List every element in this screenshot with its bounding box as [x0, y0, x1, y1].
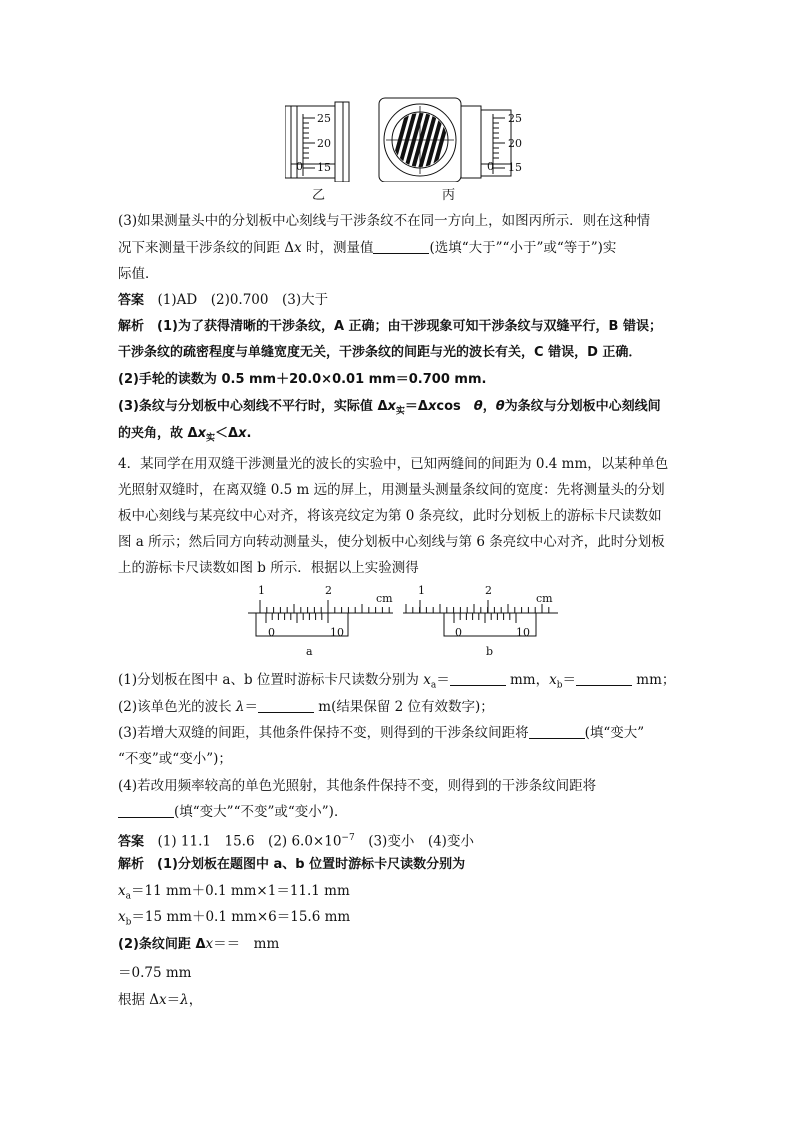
scale-left-25: 25 [317, 112, 331, 125]
analysis2-line2: $x_a=11$ mm＋0.1 mm×1＝11.1 mm [118, 883, 350, 902]
answer-blank [529, 724, 585, 739]
analysis1-line1: 解析 (1)为了获得清晰的干涉条纹，A 正确；由干涉现象可知干涉条纹与双缝平行，B 错误； [118, 319, 662, 334]
analysis2-line5: ＝0.75 mm [118, 965, 192, 981]
caliper-b-main-1: 1 [418, 584, 425, 597]
micrometer-right [461, 106, 511, 178]
analysis1-line2: 干涉条纹的疏密程度与单缝宽度无关，干涉条纹的间距与光的波长有关，C 错误，D 正确． [118, 345, 642, 360]
scale-right-25: 25 [508, 112, 522, 125]
analysis-label: 解析 [118, 319, 145, 334]
caliper-a-vernier-10: 10 [330, 626, 344, 639]
scale-left-15: 15 [317, 161, 331, 174]
analysis2-line3: $x_b=15$ mm＋0.1 mm×6＝15.6 mm [118, 909, 351, 928]
scale-left-20: 20 [317, 137, 331, 150]
caliper-a-label: a [306, 645, 313, 658]
answer-label: 答案 [118, 834, 145, 850]
q3-line2: 况下来测量干涉条纹的间距 Δx 时，测量值 (选填“大于”“小于”或“等于”)实 [118, 240, 617, 256]
answer-blank [258, 698, 314, 713]
subq-2: (2)该单色光的波长 λ＝ m(结果保留 2 位有效数字)； [118, 699, 494, 715]
subq-1: (1)分划板在图中 a、b 位置时游标卡尺读数分别为 $x_a=$ mm，$x_b=$ mm； [118, 672, 676, 691]
q4-line5: 上的游标卡尺读数如图 b 所示．根据以上实验测得 [118, 560, 419, 576]
analysis2-line6: 根据 Δx＝λ， [118, 992, 203, 1008]
q4-line3: 板中心刻线与某亮纹中心对齐，将该亮纹定为第 0 条亮纹，此时分划板上的游标卡尺读数如 [118, 508, 662, 524]
scale-left-0: 0 [296, 160, 303, 173]
caliper-a-vernier-0: 0 [268, 626, 275, 639]
caliper-b-main-2: 2 [485, 584, 492, 597]
caliper-a-main-1: 1 [258, 584, 265, 597]
scale-right-20: 20 [508, 137, 522, 150]
q3-line1: (3)如果测量头中的分划板中心刻线与干涉条纹不在同一方向上，如图丙所示．则在这种情 [118, 213, 651, 229]
figure-label-yi: 乙 [312, 188, 326, 203]
subq-3-line2: “不变”或“变小”)； [118, 751, 232, 767]
eyepiece [379, 98, 461, 182]
figure-label-bing: 丙 [442, 188, 456, 203]
caliper-b-unit: cm [536, 592, 553, 605]
answer2: 答案 (1) 11.1 15.6 (2) $6.0\times 10^{-7}$ (3)变小 (4)变小 [118, 833, 474, 850]
scale-right-15: 15 [508, 161, 522, 174]
caliper-a-unit: cm [376, 592, 393, 605]
caliper-a-main-2: 2 [325, 584, 332, 597]
caliper-b-label: b [486, 645, 494, 658]
answer-label: 答案 [118, 293, 145, 308]
q4-line1: 4．某同学在用双缝干涉测量光的波长的实验中，已知两缝间的间距为 0.4 mm，以某种单色 [118, 456, 669, 472]
analysis2-line1: 解析 (1)分划板在题图中 a、b 位置时游标卡尺读数分别为 [118, 857, 466, 872]
q4-line2: 光照射双缝时，在离双缝 0.5 m 远的屏上，用测量头测量条纹间的宽度：先将测量头的分划 [118, 482, 665, 498]
scale-right-0: 0 [487, 160, 494, 173]
analysis-label: 解析 [118, 857, 145, 872]
analysis2-line4: (2)条纹间距 Δx＝＝ mm [118, 936, 280, 952]
q3-line3: 际值． [118, 266, 159, 282]
analysis1-line5: 的夹角，故 $\Delta x_实<\Delta x$. [118, 426, 252, 444]
subq-4-line1: (4)若改用频率较高的单色光照射，其他条件保持不变，则得到的干涉条纹间距将 [118, 778, 597, 794]
answer-blank [373, 239, 429, 254]
micrometer-left-ticks [303, 118, 315, 168]
subq-3-line1: (3)若增大双缝的间距，其他条件保持不变，则得到的干涉条纹间距将 (填“变大” [118, 725, 645, 741]
caliper-b [403, 600, 558, 636]
answer-blank [450, 671, 506, 686]
answer1: 答案 (1)AD (2)0.700 (3)大于 [118, 292, 329, 308]
answer-blank [576, 671, 632, 686]
caliper-b-vernier-0: 0 [455, 626, 462, 639]
answer-blank [118, 803, 174, 818]
caliper-b-vernier-10: 10 [516, 626, 530, 639]
figure-calipers [248, 596, 568, 648]
subq-4-line2: (填“变大”“不变”或“变小”)． [118, 802, 347, 822]
analysis1-line3: (2)手轮的读数为 0.5 mm＋20.0×0.01 mm＝0.700 mm. [118, 372, 487, 387]
micrometer-right-ticks [493, 118, 505, 168]
q4-line4: 图 a 所示；然后同方向转动测量头，使分划板中心刻线与第 6 条亮纹中心对齐，此时分划板 [118, 534, 665, 550]
analysis1-line4: (3)条纹与分划板中心刻线不平行时，实际值 $\Delta x_实=\Delta xcos$ θ，θ为条纹与分划板中心刻线间 [118, 399, 661, 417]
